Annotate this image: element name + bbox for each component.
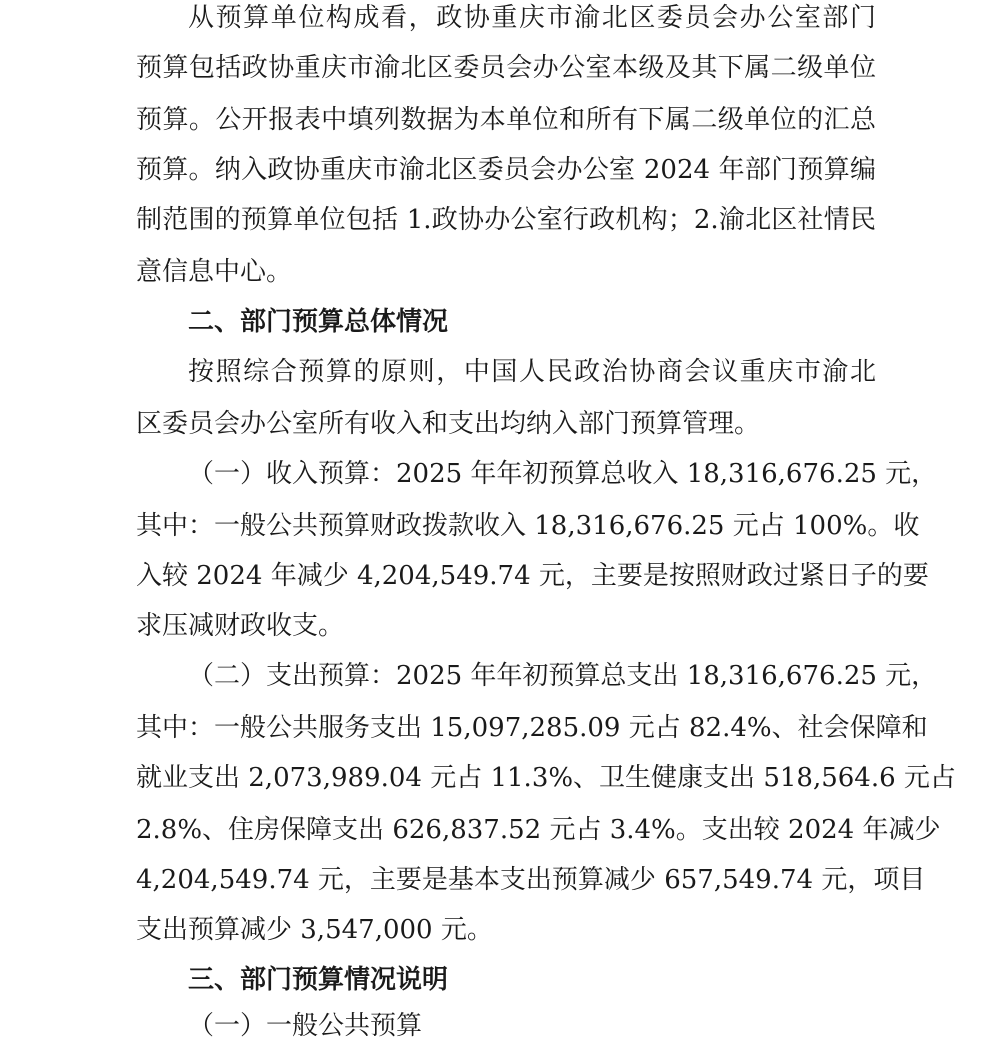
paragraph-line: 按照综合预算的原则，中国人民政治协商会议重庆市渝北: [188, 357, 876, 387]
paragraph-line: 就业支出 2,073,989.04 元占 11.3%、卫生健康支出 518,564.6 元占: [136, 763, 956, 793]
paragraph-line: 入较 2024 年减少 4,204,549.74 元，主要是按照财政过紧日子的要: [136, 561, 929, 591]
paragraph-line: 意信息中心。: [136, 257, 293, 287]
paragraph-line: 预算。纳入政协重庆市渝北区委员会办公室 2024 年部门预算编: [136, 155, 876, 185]
paragraph-line: 其中：一般公共服务支出 15,097,285.09 元占 82.4%、社会保障和: [136, 713, 928, 743]
paragraph-line: （一）收入预算：2025 年年初预算总收入 18,316,676.25 元，: [188, 459, 938, 489]
paragraph-line: 2.8%、住房保障支出 626,837.52 元占 3.4%。支出较 2024 年减少: [136, 815, 941, 845]
paragraph-line: 预算。公开报表中填列数据为本单位和所有下属二级单位的汇总: [136, 105, 876, 135]
paragraph-line: 区委员会办公室所有收入和支出均纳入部门预算管理。: [136, 409, 761, 439]
paragraph-line: 制范围的预算单位包括 1.政协办公室行政机构；2.渝北区社情民: [136, 205, 876, 235]
paragraph-line: 4,204,549.74 元，主要是基本支出预算减少 657,549.74 元，项目: [136, 865, 926, 895]
section-heading: 三、部门预算情况说明: [188, 965, 449, 995]
paragraph-line: 从预算单位构成看，政协重庆市渝北区委员会办公室部门: [188, 3, 876, 33]
paragraph-line: 其中：一般公共预算财政拨款收入 18,316,676.25 元占 100%。收: [136, 511, 920, 541]
paragraph-line: 预算包括政协重庆市渝北区委员会办公室本级及其下属二级单位: [136, 53, 876, 83]
subsection-heading: （一）一般公共预算: [188, 1011, 423, 1041]
section-heading: 二、部门预算总体情况: [188, 307, 449, 337]
paragraph-line: 求压减财政收支。: [136, 611, 345, 641]
paragraph-line: 支出预算减少 3,547,000 元。: [136, 915, 493, 945]
paragraph-line: （二）支出预算：2025 年年初预算总支出 18,316,676.25 元，: [188, 661, 938, 691]
